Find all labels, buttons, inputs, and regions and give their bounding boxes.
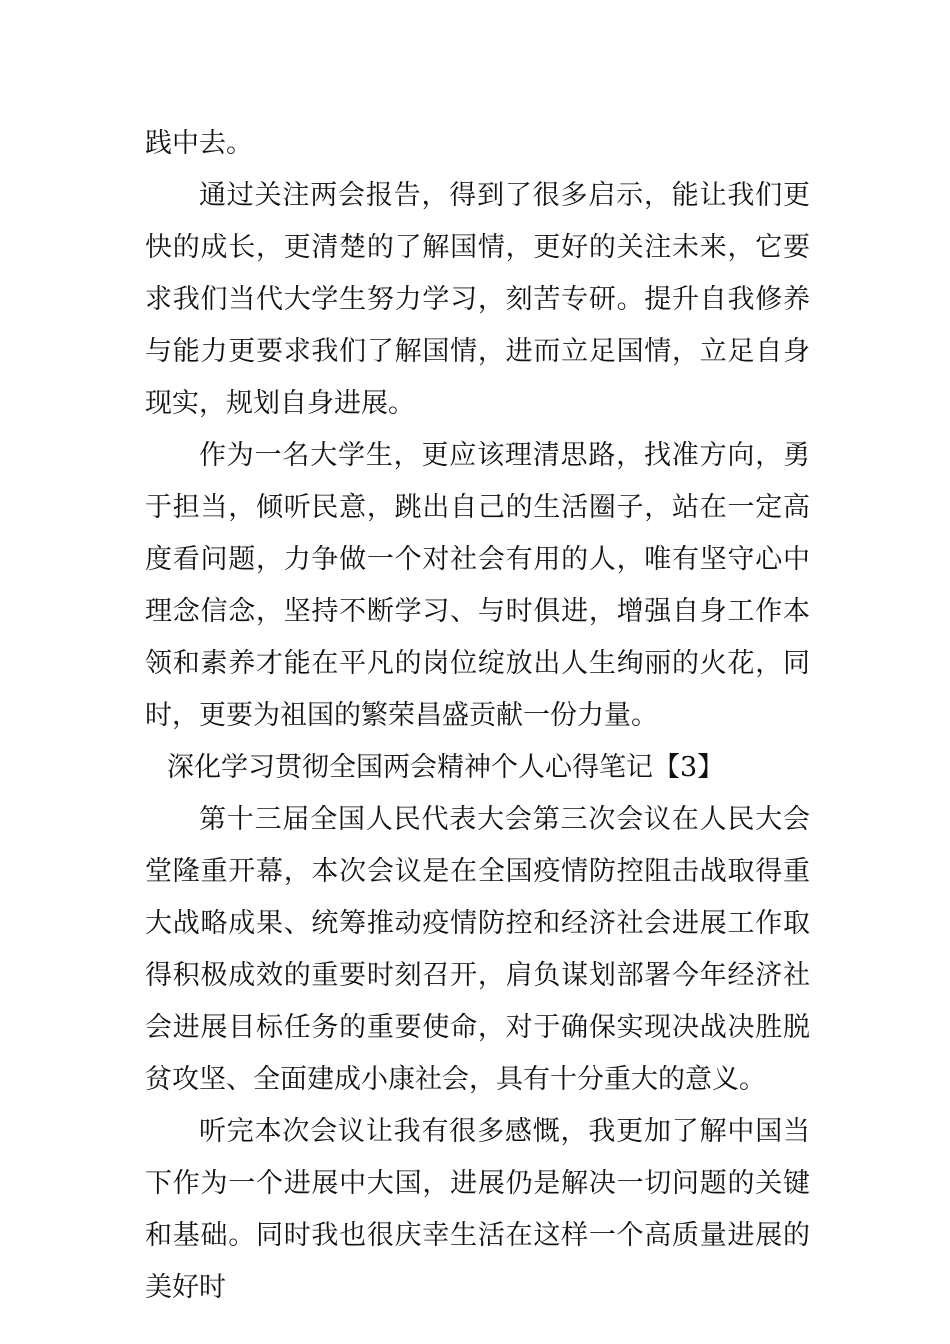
paragraph: 第十三届全国人民代表大会第三次会议在人民大会堂隆重开幕，本次会议是在全国疫情防控阻击战取得重大战略成果、统筹推动疫情防控和经济社会进展工作取得积极成效的重要时刻召开，肩负谋划部署今年经济社会进展目标任务的重要使命，对于确保实现决战决胜脱贫攻坚、全面建成小康社会，具有十分重大的意义。 — [145, 804, 810, 1095]
paragraph: 听完本次会议让我有很多感慨，我更加了解中国当下作为一个进展中大国，进展仍是解决一切问题的关键和基础。同时我也很庆幸生活在这样一个高质量进展的美好时 — [145, 1116, 810, 1303]
paragraph: 通过关注两会报告，得到了很多启示，能让我们更快的成长，更清楚的了解国情，更好的关注未来，它要求我们当代大学生努力学习，刻苦专研。提升自我修养与能力更要求我们了解国情，进而立足国情，立足自身现实，规划自身进展。 — [145, 180, 810, 419]
document-body — [145, 118, 810, 1314]
paragraph: 作为一名大学生，更应该理清思路，找准方向，勇于担当，倾听民意，跳出自己的生活圈子，站在一定高度看问题，力争做一个对社会有用的人，唯有坚守心中理念信念，坚持不断学习、与时俱进，增强自身工作本领和素养才能在平凡的岗位绽放出人生绚丽的火花，同时，更要为祖国的繁荣昌盛贡献一份力量。 — [145, 440, 810, 731]
section-heading: 深化学习贯彻全国两会精神个人心得笔记【3】 — [167, 752, 725, 783]
paragraph-continuation: 践中去。 — [145, 128, 253, 159]
